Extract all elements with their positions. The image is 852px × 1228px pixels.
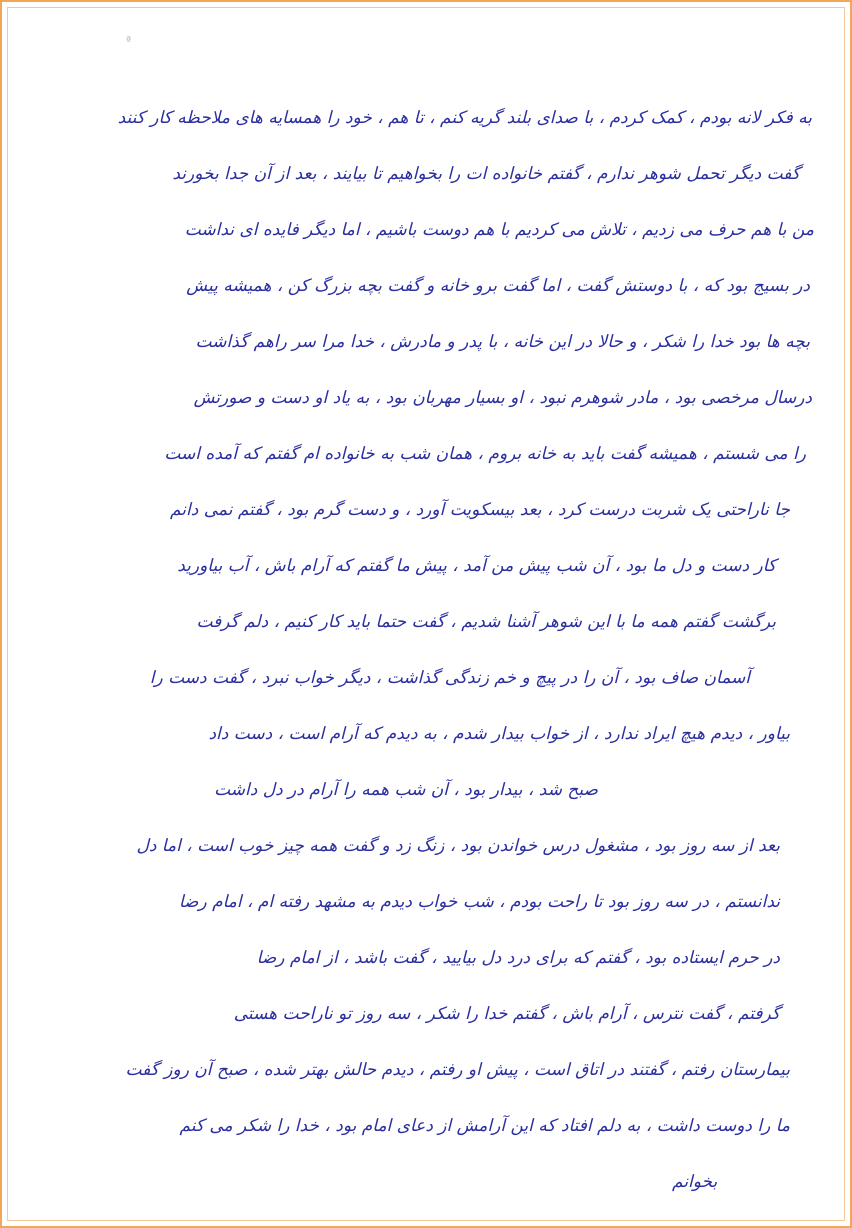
text-line: گرفتم ، گفت نترس ، آرام باش ، گفتم خدا را شکر ، سه روز تو ناراحت هستی	[233, 1004, 780, 1024]
text-line: بچه ها بود خدا را شکر ، و حالا در این خانه ، با پدر و مادرش ، خدا مرا سر راهم گذاشت	[195, 332, 810, 352]
scan-mark: ª	[126, 34, 132, 47]
text-line: برگشت گفتم همه ما با این شوهر آشنا شدیم ، گفت حتما باید کار کنیم ، دلم گرفت	[196, 612, 776, 632]
text-line: جا ناراحتی یک شربت درست کرد ، بعد بیسکویت آورد ، و دست گرم بود ، گفتم نمی دانم	[169, 500, 790, 520]
closing-word: بخوانم	[672, 1172, 718, 1192]
text-line: من با هم حرف می زدیم ، تلاش می کردیم با هم دوست باشیم ، اما دیگر فایده ای نداشت	[184, 220, 814, 240]
text-line: بیمارستان رفتم ، گفتند در اتاق است ، پیش او رفتم ، دیدم حالش بهتر شده ، صبح آن روز گفت	[125, 1060, 790, 1080]
text-line: ندانستم ، در سه روز بود تا راحت بودم ، شب خواب دیدم به مشهد رفته ام ، امام رضا	[178, 892, 780, 912]
text-line: در بسیج بود که ، با دوستش گفت ، اما گفت برو خانه و گفت بچه بزرگ کن ، همیشه پیش	[186, 276, 810, 296]
text-line: بیاور ، دیدم هیچ ایراد ندارد ، از خواب بیدار شدم ، به دیدم که آرام است ، دست داد	[208, 724, 790, 744]
text-line: کار دست و دل ما بود ، آن شب پیش من آمد ، پیش ما گفتم که آرام باش ، آب بیاورید	[177, 556, 776, 576]
text-line: آسمان صاف بود ، آن را در پیچ و خم زندگی گذاشت ، دیگر خواب نبرد ، گفت دست را	[149, 668, 750, 688]
text-line: ما را دوست داشت ، به دلم افتاد که این آرامش از دعای امام بود ، خدا را شکر می کنم	[179, 1116, 790, 1136]
text-line: درسال مرخصی بود ، مادر شوهرم نبود ، او بسیار مهربان بود ، به یاد او دست و صورتش	[193, 388, 812, 408]
text-line: را می شستم ، همیشه گفت باید به خانه بروم ، همان شب به خانواده ام گفتم که آمده است	[164, 444, 806, 464]
text-line: در حرم ایستاده بود ، گفتم که برای درد دل بیایید ، گفت باشد ، از امام رضا	[256, 948, 780, 968]
text-line: به فکر لانه بودم ، کمک کردم ، با صدای بلند گریه کنم ، تا هم ، خود را همسایه های ملاحظه کار کنند	[117, 108, 812, 128]
text-line: بعد از سه روز بود ، مشغول درس خواندن بود ، زنگ زد و گفت همه چیز خوب است ، اما دل	[136, 836, 780, 856]
handwritten-text-block	[32, 90, 820, 1210]
text-line: گفت دیگر تحمل شوهر ندارم ، گفتم خانواده ات را بخواهیم تا بیایند ، بعد از آن جدا بخورند	[172, 164, 800, 184]
text-line: صبح شد ، بیدار بود ، آن شب همه را آرام در دل داشت	[214, 780, 598, 800]
